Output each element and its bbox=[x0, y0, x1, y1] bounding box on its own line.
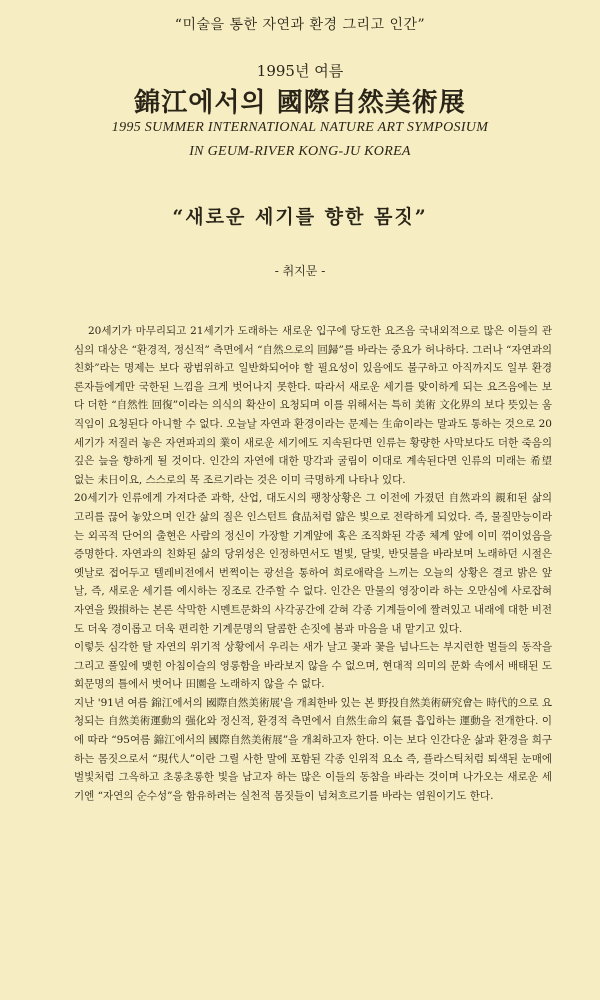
event-title: 錦江에서의 國際自然美術展 bbox=[134, 88, 466, 118]
english-title-line-2: IN GEUM-RIVER KONG-JU KOREA bbox=[189, 144, 411, 159]
paragraph: 지난 '91년 여름 錦江에서의 國際自然美術展'을 개최한바 있는 본 野投自然美術硏究會는 時代的으로 요청되는 自然美術運動의 强化와 정신적, 환경적 측면에서 自然生命의 氣를 흡입하는 運動을 전개한다. 이에 따라 “95여름 錦江에서의 國際自然美術展”을 개최하고자 한다. 이는 보다 인간다운 삶과 환경을 희구하는 몸짓으로서 “現代人”이란 그릴 사한 말에 포함된 각종 인위적 요소 즉, 플라스틱처럼 퇴색된 눈매에 벌빛처럼 그윽하고 초롱초롱한 빛을 남고자 하는 많은 이들의 동참을 바라는 것이며 나가오는 새로운 세기엔 “자연의 순수성”을 함유하려는 실천적 몸짓들이 넘쳐흐르기를 바라는 염원이기도 한다. bbox=[74, 696, 552, 802]
essay-body bbox=[74, 322, 552, 805]
event-year: 1995년 여름 bbox=[256, 62, 344, 80]
paragraph: 20세기가 인류에게 가져다준 과학, 산업, 대도시의 팽창상황은 그 이전에 가졌던 自然과의 親和된 삶의 고리를 끊어 놓았으며 인간 삶의 질은 인스턴트 食品처럼 얇은 빛으로 전락하게 되었다. 즉, 물질만능이라는 외곡적 단어의 출현은 사람의 정신이 가장할 기계앞에 혹은 조직화된 각종 체계 앞에 이미 꺾이었음을 증명한다. 자연과의 친화된 삶의 당위성은 인정하면서도 벌빛, 달빛, 반딧불을 바라보며 노래하던 시절은 옛날로 접어두고 텔레비전에서 번쩍이는 광선을 통하여 희로애락을 느끼는 오늘의 상황은 결코 밝은 앞날, 즉, 새로운 세기를 예시하는 징조로 간주할 수 없다. 인간은 만물의 영장이라 하는 오만심에 사로잡혀 자연을 毁損하는 본론 삭막한 시멘트문화의 사각공간에 갇혀 각종 기계들이에 짤려있고 내래에 대한 비전도 더욱 경이롭고 더욱 편리한 기계문명의 달콤한 손짓에 봄과 마음을 내 맡기고 있다. bbox=[74, 492, 552, 635]
essay-author-label: - 취지문 - bbox=[274, 264, 326, 278]
english-title-line-1: 1995 SUMMER INTERNATIONAL NATURE ART SYMPOSIUM bbox=[111, 120, 489, 135]
essay-subtitle: “새로운 세기를 향한 몸짓” bbox=[172, 206, 428, 228]
paragraph: 이렇듯 심각한 탈 자연의 위기적 상황에서 우리는 새가 날고 꽃과 꽃을 넘나드는 부지런한 벌들의 동작을 그리고 풀잎에 맺힌 아침이슬의 영롱함을 바라보지 않을 수 없으며, 현대적 의미의 문화 속에서 배태된 도회문명의 틀에서 벗어나 田園을 노래하지 않을 수 없다. bbox=[74, 641, 552, 691]
tagline: “미술을 통한 자연과 환경 그리고 인간” bbox=[174, 17, 426, 33]
paragraph: 20세기가 마무리되고 21세기가 도래하는 새로운 입구에 당도한 요즈음 국내외적으로 많은 이들의 관심의 대상은 “환경적, 정신적” 측면에서 “自然으로의 回歸”를 바라는 중요가 허나하다. 그러나 “자연과의 친화”라는 명제는 보다 광범위하고 일반화되어야 할 필요성이 있음에도 불구하고 아직까지도 일부 환경론자들에게만 국한된 느낌을 크게 벗어나지 못한다. 따라서 새로운 세기를 맞이하게 되는 요즈음에는 보다 더한 “自然性 回復”이라는 의식의 확산이 요청되며 이를 위해서는 특히 美術 文化界의 보다 뜻있는 움직임이 요청된다 아니할 수 없다. 오늘날 자연과 환경이라는 문제는 生命이라는 말과도 통하는 것으로 20세기가 저질러 놓은 자연파괴의 業이 새로운 세기에도 지속된다면 인류는 황량한 사막보다도 더한 죽음의 깊은 늪을 향하게 될 것이다. 인간의 자연에 대한 망각과 굴림이 이대로 계속된다면 인류의 미래는 希望 없는 未日이요, 스스로의 목 조르기라는 것은 이미 극명하게 나타나 있다. bbox=[74, 325, 552, 486]
